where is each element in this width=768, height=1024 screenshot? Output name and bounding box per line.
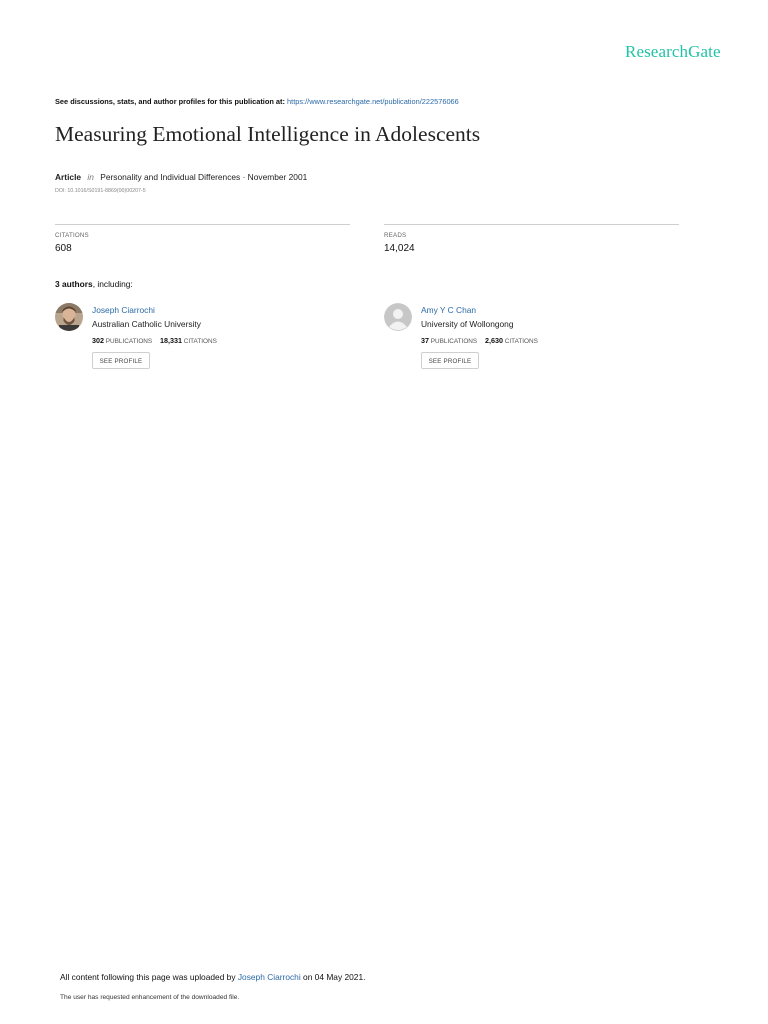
author-citations-count: 18,331 [159,336,182,345]
publications-count: 302 [92,336,104,345]
author-name-link[interactable]: Amy Y C Chan [421,305,477,315]
authors-count: 3 authors [55,279,93,289]
enhancement-note: The user has requested enhancement of the downloaded file. [60,994,240,1001]
upload-prefix: All content following this page was uploaded by [60,972,236,982]
see-profile-button[interactable]: SEE PROFILE [421,352,479,369]
publications-label: PUBLICATIONS [430,338,478,345]
author-institution: Australian Catholic University [92,319,201,329]
reads-value: 14,024 [384,243,415,254]
journal-date: Personality and Individual Differences · November 2001 [100,172,308,182]
upload-note [60,972,365,982]
publication-url-link[interactable]: https://www.researchgate.net/publication/222576066 [287,97,459,106]
discussions-text: See discussions, stats, and author profiles for this publication at: [55,97,285,106]
author-card-1 [55,303,355,373]
publication-title: Measuring Emotional Intelligence in Adolescents [55,122,481,146]
in-label: in [87,172,94,182]
default-user-avatar-icon[interactable] [384,303,412,331]
see-profile-button[interactable]: SEE PROFILE [92,352,150,369]
authors-suffix: , including: [92,279,133,289]
citations-label: CITATIONS [55,232,89,239]
publication-meta [55,172,307,182]
upload-suffix: on 04 May 2021. [303,972,366,982]
publication-type: Article [55,172,82,182]
author-institution: University of Wollongong [421,319,514,329]
researchgate-logo[interactable]: ResearchGate [625,42,721,61]
author-citations-label: CITATIONS [183,338,217,345]
publications-label: PUBLICATIONS [105,338,153,345]
author-citations-count: 2,630 [484,336,503,345]
authors-header [55,279,133,289]
discussions-line [55,97,459,106]
author-card-2 [384,303,684,373]
author-stats [92,336,217,345]
reads-label: READS [384,232,407,239]
citations-value: 608 [55,243,72,254]
author-stats [421,336,538,345]
reads-divider [384,224,679,225]
author-photo-avatar[interactable] [55,303,83,331]
uploader-link[interactable]: Joseph Ciarrochi [237,972,301,982]
doi-text: DOI: 10.1016/S0191-8869(00)00207-5 [55,188,146,194]
citations-divider [55,224,350,225]
publications-count: 37 [421,336,429,345]
author-citations-label: CITATIONS [504,338,538,345]
author-name-link[interactable]: Joseph Ciarrochi [92,305,155,315]
